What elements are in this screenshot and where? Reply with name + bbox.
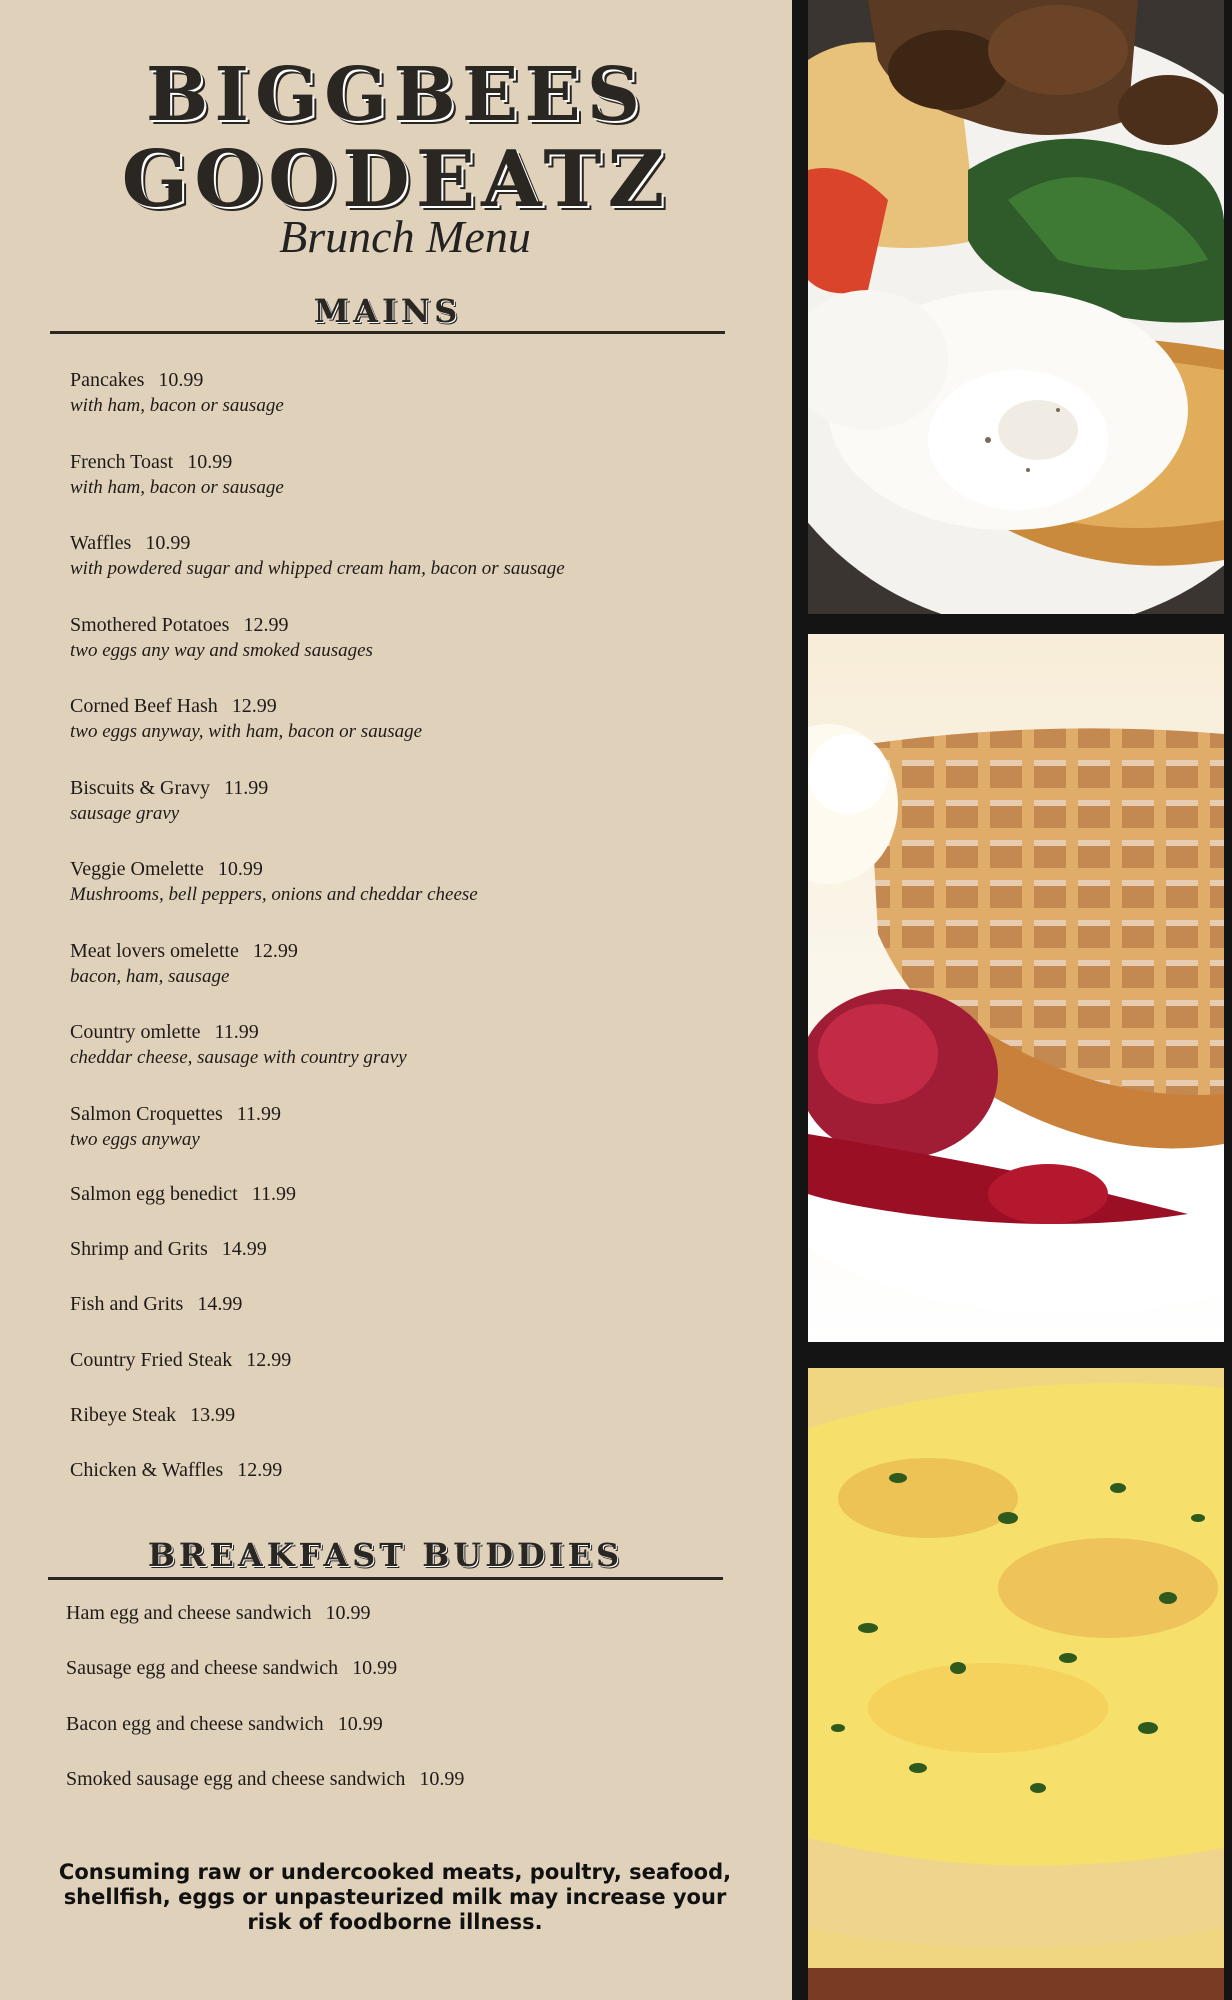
item-name: Smoked sausage egg and cheese sandwich bbox=[66, 1768, 406, 1790]
item-price: 11.99 bbox=[224, 777, 269, 799]
menu-item-shrimp-and-grits bbox=[70, 1238, 267, 1261]
menu-item-country-fried-steak bbox=[70, 1349, 291, 1372]
item-name: Fish and Grits bbox=[70, 1293, 184, 1315]
item-description: sausage gravy bbox=[70, 803, 180, 824]
menu-item-bacon-egg-cheese bbox=[66, 1713, 383, 1736]
menu-item-chicken-and-waffles bbox=[70, 1459, 282, 1482]
item-price: 11.99 bbox=[236, 1103, 282, 1125]
omelette-photo bbox=[808, 1368, 1224, 2000]
item-description: cheddar cheese, sausage with country gravy bbox=[70, 1047, 407, 1068]
menu-item-smoked-sausage-egg-cheese bbox=[66, 1768, 464, 1791]
menu-item-salmon-egg-benedict bbox=[70, 1183, 296, 1206]
item-name: Veggie Omelette bbox=[70, 858, 204, 880]
menu-subtitle: Brunch Menu bbox=[279, 211, 531, 262]
menu-item-salmon-croquettes bbox=[70, 1103, 281, 1151]
item-price: 12.99 bbox=[237, 1459, 283, 1481]
item-name: Pancakes bbox=[70, 369, 145, 391]
item-name: Corned Beef Hash bbox=[70, 695, 218, 717]
item-name: Meat lovers omelette bbox=[70, 940, 239, 962]
item-description: two eggs anyway bbox=[70, 1129, 200, 1150]
item-name: Biscuits & Gravy bbox=[70, 777, 210, 799]
item-name: Salmon Croquettes bbox=[70, 1103, 223, 1125]
item-price: 10.99 bbox=[337, 1713, 383, 1735]
item-price: 10.99 bbox=[187, 451, 233, 473]
mains-divider bbox=[50, 331, 725, 334]
brand-name-line-1: BIGGBEES bbox=[145, 52, 647, 138]
item-description: with ham, bacon or sausage bbox=[70, 395, 284, 416]
item-price: 10.99 bbox=[145, 532, 191, 554]
item-name: Bacon egg and cheese sandwich bbox=[66, 1713, 324, 1735]
item-price: 11.99 bbox=[251, 1183, 296, 1205]
item-price: 10.99 bbox=[419, 1768, 465, 1790]
item-name: Country omlette bbox=[70, 1021, 201, 1043]
item-price: 12.99 bbox=[246, 1349, 292, 1371]
menu-item-smothered-potatoes bbox=[70, 614, 373, 662]
menu-item-veggie-omelette bbox=[70, 858, 478, 906]
menu-item-fish-and-grits bbox=[70, 1293, 242, 1316]
mains-heading: MAINS bbox=[313, 292, 462, 330]
item-description: bacon, ham, sausage bbox=[70, 966, 230, 987]
item-name: Ham egg and cheese sandwich bbox=[66, 1602, 312, 1624]
menu-item-ribeye-steak bbox=[70, 1404, 235, 1427]
item-price: 12.99 bbox=[252, 940, 298, 962]
item-name: Ribeye Steak bbox=[70, 1404, 177, 1426]
menu-item-country-omlette bbox=[70, 1021, 407, 1069]
menu-item-sausage-egg-cheese bbox=[66, 1657, 397, 1680]
menu-item-french-toast bbox=[70, 451, 284, 499]
breakfast-buddies-divider bbox=[48, 1577, 723, 1580]
item-name: Shrimp and Grits bbox=[70, 1238, 208, 1260]
item-name: Salmon egg benedict bbox=[70, 1183, 238, 1205]
item-price: 12.99 bbox=[243, 614, 289, 636]
brand-name-line-2: GOODEATZ bbox=[121, 134, 671, 225]
menu-item-meat-lovers-omelette bbox=[70, 940, 298, 988]
item-description: Mushrooms, bell peppers, onions and cheddar cheese bbox=[70, 884, 478, 905]
item-name: Smothered Potatoes bbox=[70, 614, 230, 636]
item-price: 12.99 bbox=[231, 695, 277, 717]
menu-item-pancakes bbox=[70, 369, 284, 417]
item-price: 10.99 bbox=[217, 858, 263, 880]
menu-item-waffles bbox=[70, 532, 565, 580]
item-description: two eggs anyway, with ham, bacon or sausage bbox=[70, 721, 423, 742]
item-name: Country Fried Steak bbox=[70, 1349, 233, 1371]
foodborne-illness-warning: Consuming raw or undercooked meats, poultry, seafood, shellfish, eggs or unpasteurized milk may increase your risk of foodborne illness. bbox=[58, 1860, 732, 1934]
item-name: French Toast bbox=[70, 451, 174, 473]
item-price: 10.99 bbox=[325, 1602, 371, 1624]
item-price: 13.99 bbox=[190, 1404, 236, 1426]
eggs-breakfast-photo bbox=[808, 0, 1224, 614]
item-description: two eggs any way and smoked sausages bbox=[70, 640, 373, 661]
waffle-photo bbox=[808, 634, 1224, 1342]
item-price: 14.99 bbox=[221, 1238, 267, 1260]
item-name: Waffles bbox=[70, 532, 132, 554]
menu-item-corned-beef-hash bbox=[70, 695, 422, 743]
item-price: 10.99 bbox=[352, 1657, 398, 1679]
item-price: 14.99 bbox=[197, 1293, 243, 1315]
item-price: 11.99 bbox=[214, 1021, 259, 1043]
breakfast-buddies-heading: BREAKFAST BUDDIES bbox=[147, 1536, 624, 1574]
menu-item-ham-egg-cheese bbox=[66, 1602, 370, 1625]
item-name: Sausage egg and cheese sandwich bbox=[66, 1657, 339, 1679]
item-description: with powdered sugar and whipped cream ham, bacon or sausage bbox=[70, 558, 565, 579]
item-description: with ham, bacon or sausage bbox=[70, 477, 284, 498]
item-price: 10.99 bbox=[158, 369, 204, 391]
item-name: Chicken & Waffles bbox=[70, 1459, 224, 1481]
menu-item-biscuits-gravy bbox=[70, 777, 268, 825]
